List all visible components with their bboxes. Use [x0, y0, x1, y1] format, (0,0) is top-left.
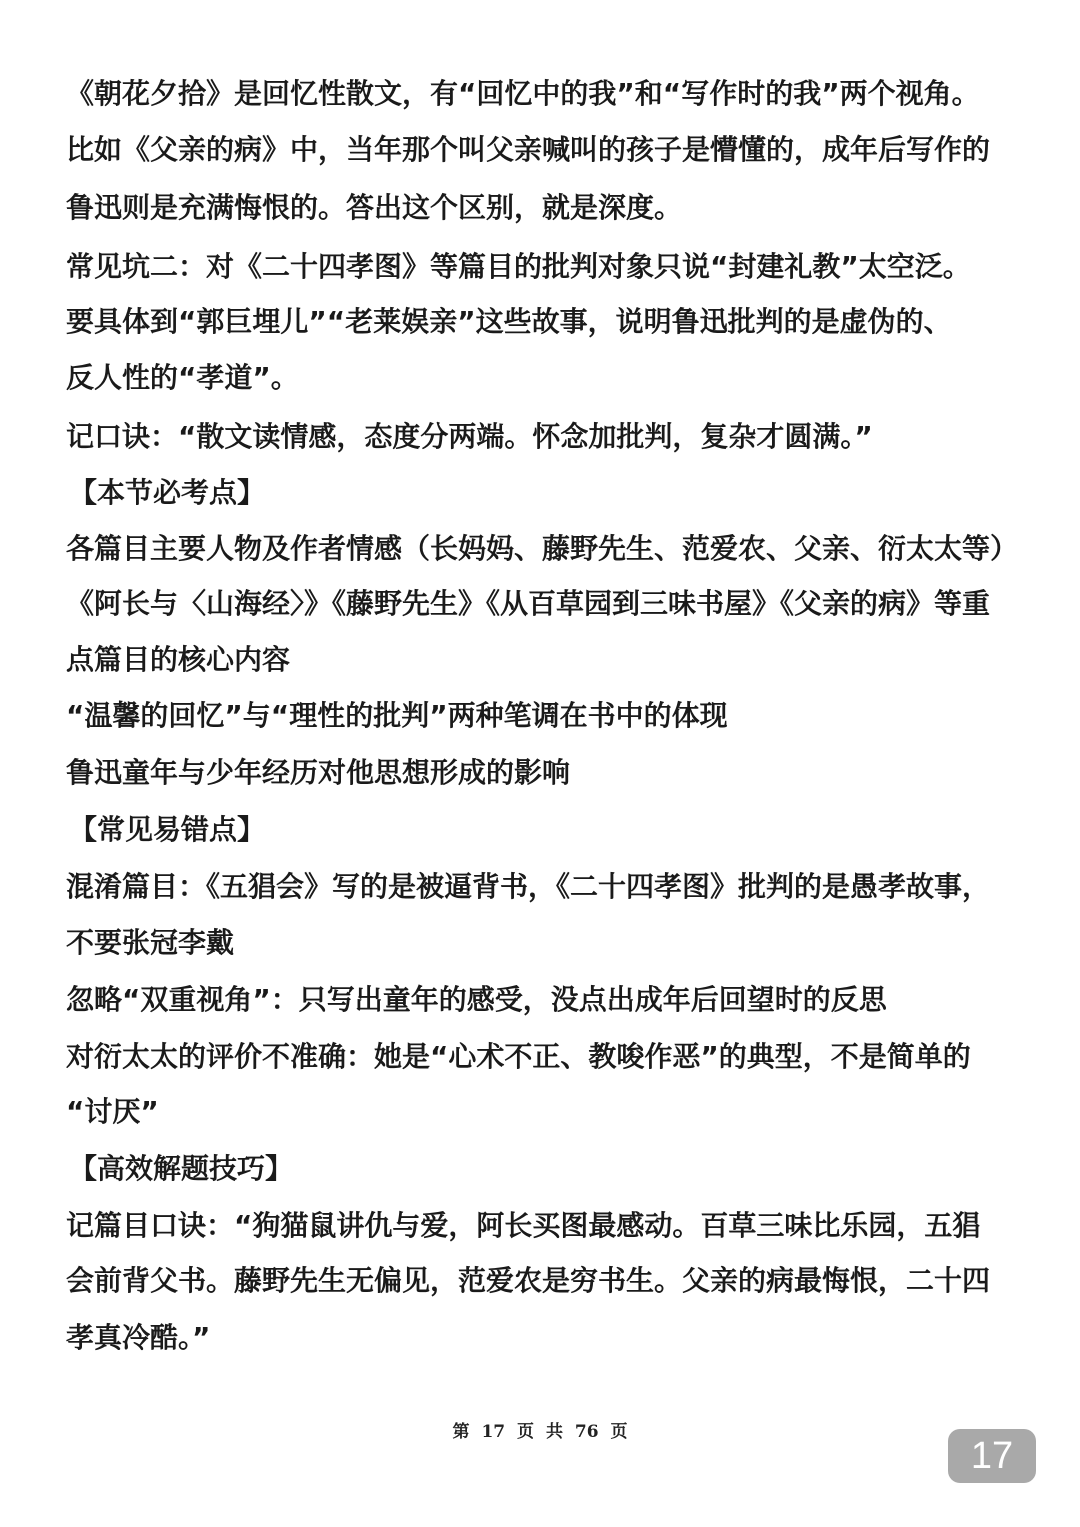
- text-line: 《朝花夕拾》是回忆性散文，有“回忆中的我”和“写作时的我”两个视角。: [66, 77, 980, 110]
- text-line: 对衍太太的评价不准确：她是“心术不正、教唆作恶”的典型，不是简单的: [66, 1040, 971, 1073]
- text-line: 反人性的“孝道”。: [66, 361, 299, 394]
- text-line: 比如《父亲的病》中，当年那个叫父亲喊叫的孩子是懵懂的，成年后写作的: [66, 133, 991, 166]
- text-line: 会前背父书。藤野先生无偏见，范爱农是穷书生。父亲的病最悔恨，二十四: [66, 1264, 991, 1297]
- text-line: “讨厌”: [66, 1095, 159, 1128]
- text-line: 常见坑二：对《二十四孝图》等篇目的批判对象只说“封建礼教”太空泛。: [66, 250, 971, 283]
- page-number-badge: 17: [948, 1429, 1036, 1483]
- text-line: 鲁迅则是充满悔恨的。答出这个区别，就是深度。: [66, 191, 683, 224]
- text-line: 点篇目的核心内容: [66, 643, 291, 676]
- text-line: 忽略“双重视角”：只写出童年的感受，没点出成年后回望时的反思: [66, 983, 887, 1016]
- text-line: 要具体到“郭巨埋儿”“老莱娱亲”这些故事，说明鲁迅批判的是虚伪的、: [66, 305, 952, 338]
- section-heading-common-mistakes: 【常见易错点】: [69, 813, 266, 846]
- text-line: “温馨的回忆”与“理性的批判”两种笔调在书中的体现: [66, 699, 728, 732]
- text-line: 混淆篇目：《五猖会》写的是被逼背书，《二十四孝图》批判的是愚孝故事，: [66, 870, 991, 903]
- text-line: 记篇目口诀：“狗猫鼠讲仇与爱，阿长买图最感动。百草三味比乐园，五猖: [66, 1209, 981, 1242]
- text-line: 不要张冠李戴: [66, 926, 235, 959]
- text-line: 各篇目主要人物及作者情感（长妈妈、藤野先生、范爱农、父亲、衍太太等）: [66, 532, 1019, 565]
- text-line: 孝真冷酷。”: [66, 1321, 211, 1354]
- section-heading-problem-solving-tips: 【高效解题技巧】: [69, 1152, 294, 1185]
- text-line: 记口诀：“散文读情感，态度分两端。怀念加批判，复杂才圆满。”: [66, 420, 873, 453]
- section-heading-key-points: 【本节必考点】: [69, 476, 266, 509]
- page-footer: 第 17 页 共 76 页: [452, 1422, 628, 1442]
- text-line: 鲁迅童年与少年经历对他思想形成的影响: [66, 756, 571, 789]
- text-line: 《阿长与〈山海经〉》《藤野先生》《从百草园到三味书屋》《父亲的病》等重: [66, 587, 991, 620]
